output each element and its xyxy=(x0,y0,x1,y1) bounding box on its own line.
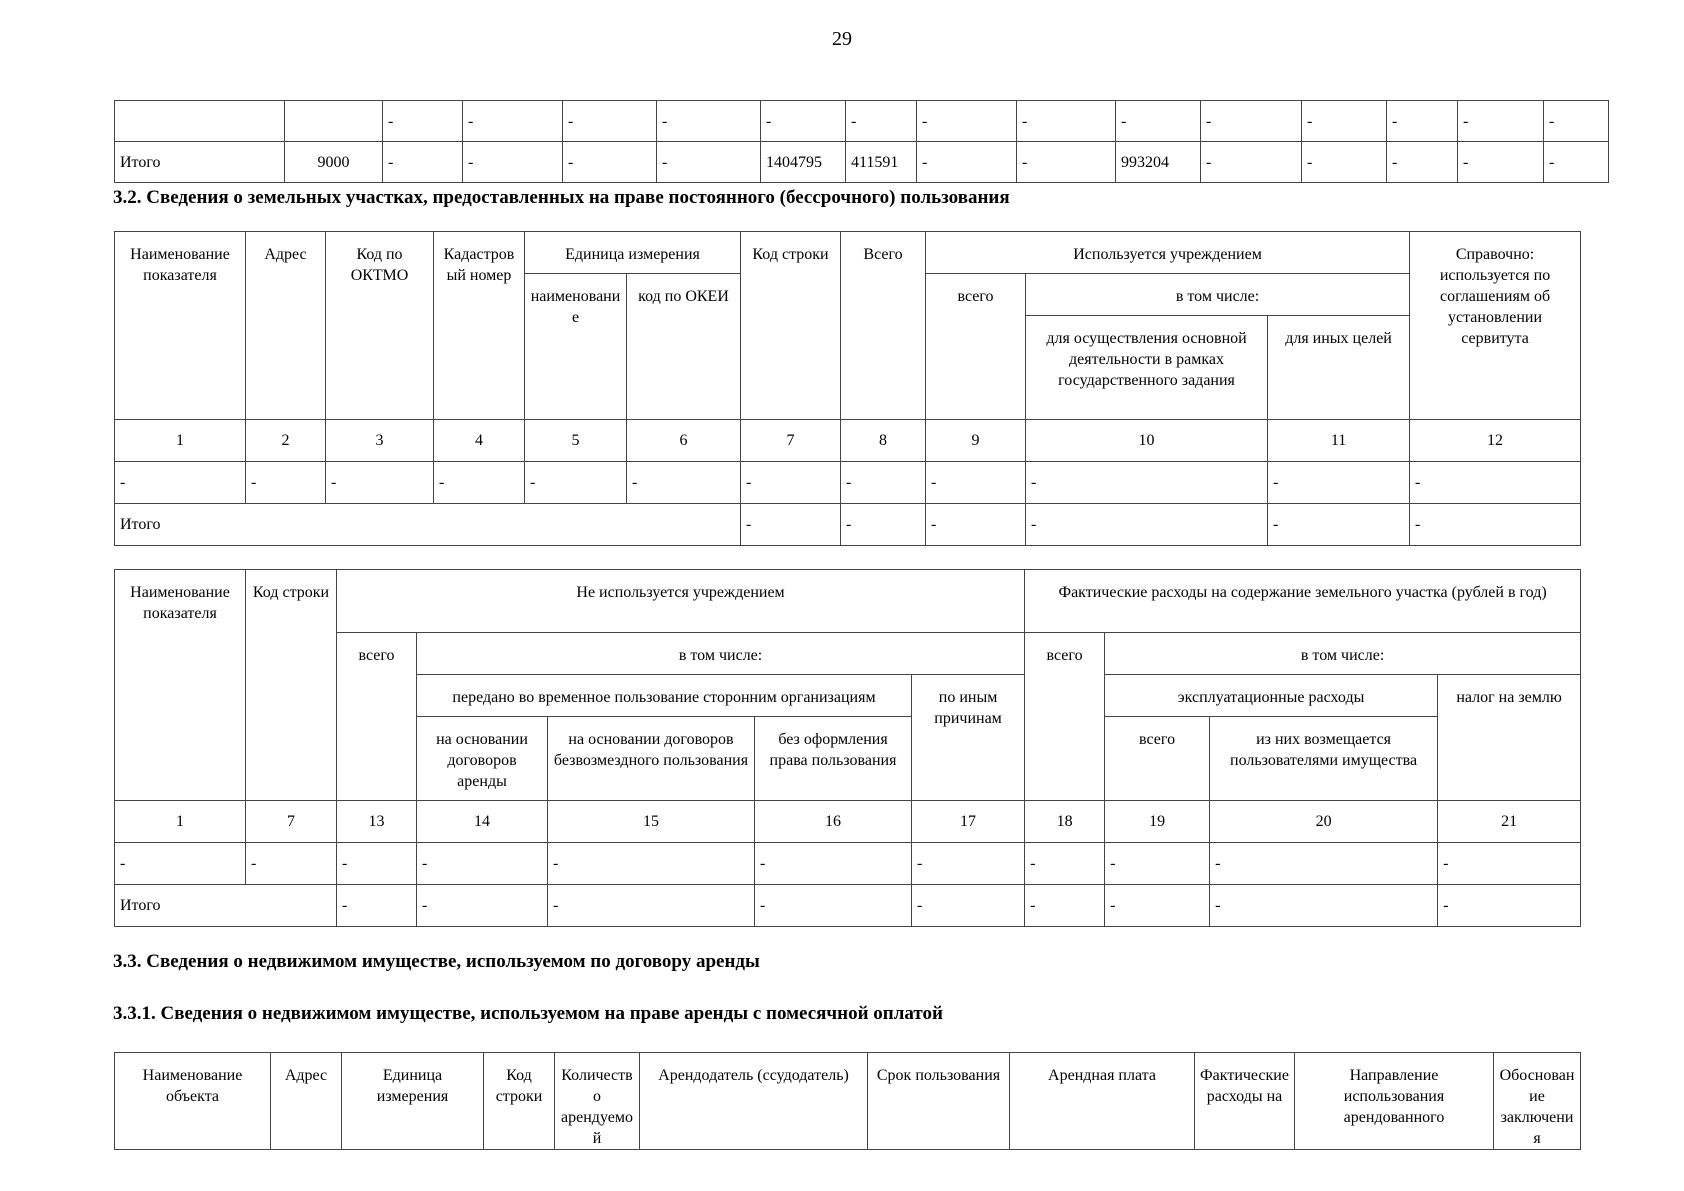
header-row xyxy=(115,232,1581,274)
table-cell: - xyxy=(463,142,563,183)
table-cell: - xyxy=(1025,843,1105,885)
table-cell: - xyxy=(841,504,926,546)
header-lease: на основании договоров аренды xyxy=(417,717,548,801)
column-numbers-row xyxy=(115,801,1581,843)
header-exp-including: в том числе: xyxy=(1105,633,1581,675)
header-address: Адрес xyxy=(271,1053,342,1150)
table-cell: - xyxy=(1017,101,1116,142)
header-free-use: на основании договоров безвозмездного пользования xyxy=(548,717,755,801)
table-cell: - xyxy=(657,142,761,183)
continuation-table xyxy=(114,100,1609,183)
table-cell: - xyxy=(246,843,337,885)
table-cell: - xyxy=(1025,885,1105,927)
header-reimbursed: из них возмещается пользователями имущества xyxy=(1210,717,1438,801)
table-cell: - xyxy=(1268,504,1410,546)
table-cell: - xyxy=(917,142,1017,183)
column-number: 12 xyxy=(1410,420,1581,462)
header-object-name: Наименование объекта xyxy=(115,1053,271,1150)
total-label: Итого xyxy=(115,885,337,927)
table-cell: - xyxy=(1026,462,1268,504)
table-cell: - xyxy=(755,843,912,885)
table-cell: - xyxy=(917,101,1017,142)
table-cell: - xyxy=(1026,504,1268,546)
total-row xyxy=(115,885,1581,927)
table-cell: - xyxy=(912,885,1025,927)
total-row xyxy=(115,504,1581,546)
column-number: 10 xyxy=(1026,420,1268,462)
table-cell xyxy=(115,101,285,142)
table-cell: 1404795 xyxy=(761,142,846,183)
table-cell: - xyxy=(1544,101,1609,142)
column-number: 16 xyxy=(755,801,912,843)
table-cell: - xyxy=(912,843,1025,885)
table-row xyxy=(115,142,1609,183)
header-reference: Справочно: используется по соглашениям об установлении сервитута xyxy=(1410,232,1581,420)
table-cell: - xyxy=(741,462,841,504)
lease-table xyxy=(114,1052,1581,1150)
column-number: 8 xyxy=(841,420,926,462)
header-unit-name: наименование xyxy=(525,274,627,420)
header-row xyxy=(115,1053,1581,1150)
table-row xyxy=(115,843,1581,885)
header-cadastral: Кадастровый номер xyxy=(434,232,525,420)
table-row xyxy=(115,462,1581,504)
table-cell: - xyxy=(417,885,548,927)
header-unit: Единица измерения xyxy=(342,1053,484,1150)
header-total: Всего xyxy=(841,232,926,420)
table-cell: - xyxy=(417,843,548,885)
column-number: 9 xyxy=(926,420,1026,462)
table-cell: - xyxy=(326,462,434,504)
column-number: 20 xyxy=(1210,801,1438,843)
table-cell: - xyxy=(434,462,525,504)
column-number: 15 xyxy=(548,801,755,843)
table-cell: - xyxy=(563,142,657,183)
table-cell: - xyxy=(337,885,417,927)
table-cell: - xyxy=(657,101,761,142)
total-label: Итого xyxy=(115,142,285,183)
table-cell: - xyxy=(525,462,627,504)
table-cell: - xyxy=(563,101,657,142)
column-number: 6 xyxy=(627,420,741,462)
header-row xyxy=(115,570,1581,633)
header-op-total: всего xyxy=(1105,717,1210,801)
table-cell: - xyxy=(1458,101,1544,142)
land-plots-table-b xyxy=(114,569,1581,927)
header-unit: Единица измерения xyxy=(525,232,741,274)
header-quantity: Количество арендуемой xyxy=(555,1053,640,1150)
table-cell: - xyxy=(926,504,1026,546)
table-cell: 9000 xyxy=(285,142,383,183)
table-cell: - xyxy=(1201,142,1302,183)
table-cell: - xyxy=(1302,142,1387,183)
column-numbers-row xyxy=(115,420,1581,462)
header-main-activity: для осуществления основной деятельности в рамках государственного задания xyxy=(1026,316,1268,420)
column-number: 1 xyxy=(115,420,246,462)
table-cell: - xyxy=(1387,101,1458,142)
header-row-code: Код строки xyxy=(246,570,337,801)
section-3-3-title: 3.3. Сведения о недвижимом имуществе, используемом по договору аренды xyxy=(113,951,760,972)
header-including: в том числе: xyxy=(1026,274,1410,316)
header-other-reasons: по иным причинам xyxy=(912,675,1025,801)
table-cell: - xyxy=(741,504,841,546)
page-number: 29 xyxy=(832,28,852,50)
table-cell: - xyxy=(246,462,326,504)
table-cell: - xyxy=(846,101,917,142)
column-number: 4 xyxy=(434,420,525,462)
header-no-rights: без оформления права пользования xyxy=(755,717,912,801)
header-land-tax: налог на землю xyxy=(1438,675,1581,801)
column-number: 5 xyxy=(525,420,627,462)
table-cell: - xyxy=(1544,142,1609,183)
header-exp-total: всего xyxy=(1025,633,1105,801)
land-plots-table-a xyxy=(114,231,1581,546)
table-cell: - xyxy=(115,462,246,504)
header-expenses: Фактические расходы на содержание земельного участка (рублей в год) xyxy=(1025,570,1581,633)
table-cell: - xyxy=(1210,885,1438,927)
table-cell: - xyxy=(1116,101,1201,142)
header-address: Адрес xyxy=(246,232,326,420)
header-including: в том числе: xyxy=(417,633,1025,675)
table-cell: - xyxy=(1268,462,1410,504)
header-total: всего xyxy=(337,633,417,801)
header-not-used: Не используется учреждением xyxy=(337,570,1025,633)
table-cell: - xyxy=(115,843,246,885)
table-cell: - xyxy=(1201,101,1302,142)
table-cell: - xyxy=(548,843,755,885)
header-name: Наименование показателя xyxy=(115,570,246,801)
column-number: 7 xyxy=(741,420,841,462)
table-cell: - xyxy=(1387,142,1458,183)
header-name: Наименование показателя xyxy=(115,232,246,420)
table-cell: - xyxy=(841,462,926,504)
table-cell: - xyxy=(1410,504,1581,546)
header-term: Срок пользования xyxy=(868,1053,1010,1150)
table-row xyxy=(115,101,1609,142)
header-other: для иных целей xyxy=(1268,316,1410,420)
table-cell: - xyxy=(1210,843,1438,885)
table-cell: - xyxy=(1105,885,1210,927)
header-row-code: Код строки xyxy=(484,1053,555,1150)
column-number: 7 xyxy=(246,801,337,843)
table-cell: - xyxy=(1458,142,1544,183)
column-number: 14 xyxy=(417,801,548,843)
column-number: 18 xyxy=(1025,801,1105,843)
header-operating: эксплуатационные расходы xyxy=(1105,675,1438,717)
header-actual-expenses: Фактические расходы на xyxy=(1195,1053,1295,1150)
header-justification: Обоснование заключения xyxy=(1494,1053,1581,1150)
column-number: 17 xyxy=(912,801,1025,843)
header-unit-okei: код по ОКЕИ xyxy=(627,274,741,420)
total-label: Итого xyxy=(115,504,741,546)
header-lessor: Арендодатель (ссудодатель) xyxy=(640,1053,868,1150)
table-cell: - xyxy=(1410,462,1581,504)
table-cell: 411591 xyxy=(846,142,917,183)
header-oktmo: Код по ОКТМО xyxy=(326,232,434,420)
table-cell: - xyxy=(383,101,463,142)
table-cell: - xyxy=(1438,885,1581,927)
table-cell: - xyxy=(627,462,741,504)
header-used: Используется учреждением xyxy=(926,232,1410,274)
table-cell: - xyxy=(1302,101,1387,142)
section-3-3-1-title: 3.3.1. Сведения о недвижимом имуществе, используемом на праве аренды с помесячной оплатой xyxy=(113,1003,943,1024)
header-rent: Арендная плата xyxy=(1010,1053,1195,1150)
section-3-2-title: 3.2. Сведения о земельных участках, предоставленных на праве постоянного (бессрочного) пользования xyxy=(113,187,1010,208)
column-number: 11 xyxy=(1268,420,1410,462)
table-cell: 993204 xyxy=(1116,142,1201,183)
header-used-total: всего xyxy=(926,274,1026,420)
table-cell xyxy=(285,101,383,142)
column-number: 3 xyxy=(326,420,434,462)
table-cell: - xyxy=(761,101,846,142)
table-cell: - xyxy=(383,142,463,183)
table-cell: - xyxy=(463,101,563,142)
table-cell: - xyxy=(755,885,912,927)
column-number: 19 xyxy=(1105,801,1210,843)
column-number: 21 xyxy=(1438,801,1581,843)
header-row-code: Код строки xyxy=(741,232,841,420)
header-usage-direction: Направление использования арендованного xyxy=(1295,1053,1494,1150)
table-cell: - xyxy=(1017,142,1116,183)
table-cell: - xyxy=(337,843,417,885)
column-number: 2 xyxy=(246,420,326,462)
column-number: 13 xyxy=(337,801,417,843)
table-cell: - xyxy=(548,885,755,927)
table-cell: - xyxy=(1105,843,1210,885)
column-number: 1 xyxy=(115,801,246,843)
table-cell: - xyxy=(1438,843,1581,885)
table-cell: - xyxy=(926,462,1026,504)
header-transferred: передано во временное пользование сторонним организациям xyxy=(417,675,912,717)
